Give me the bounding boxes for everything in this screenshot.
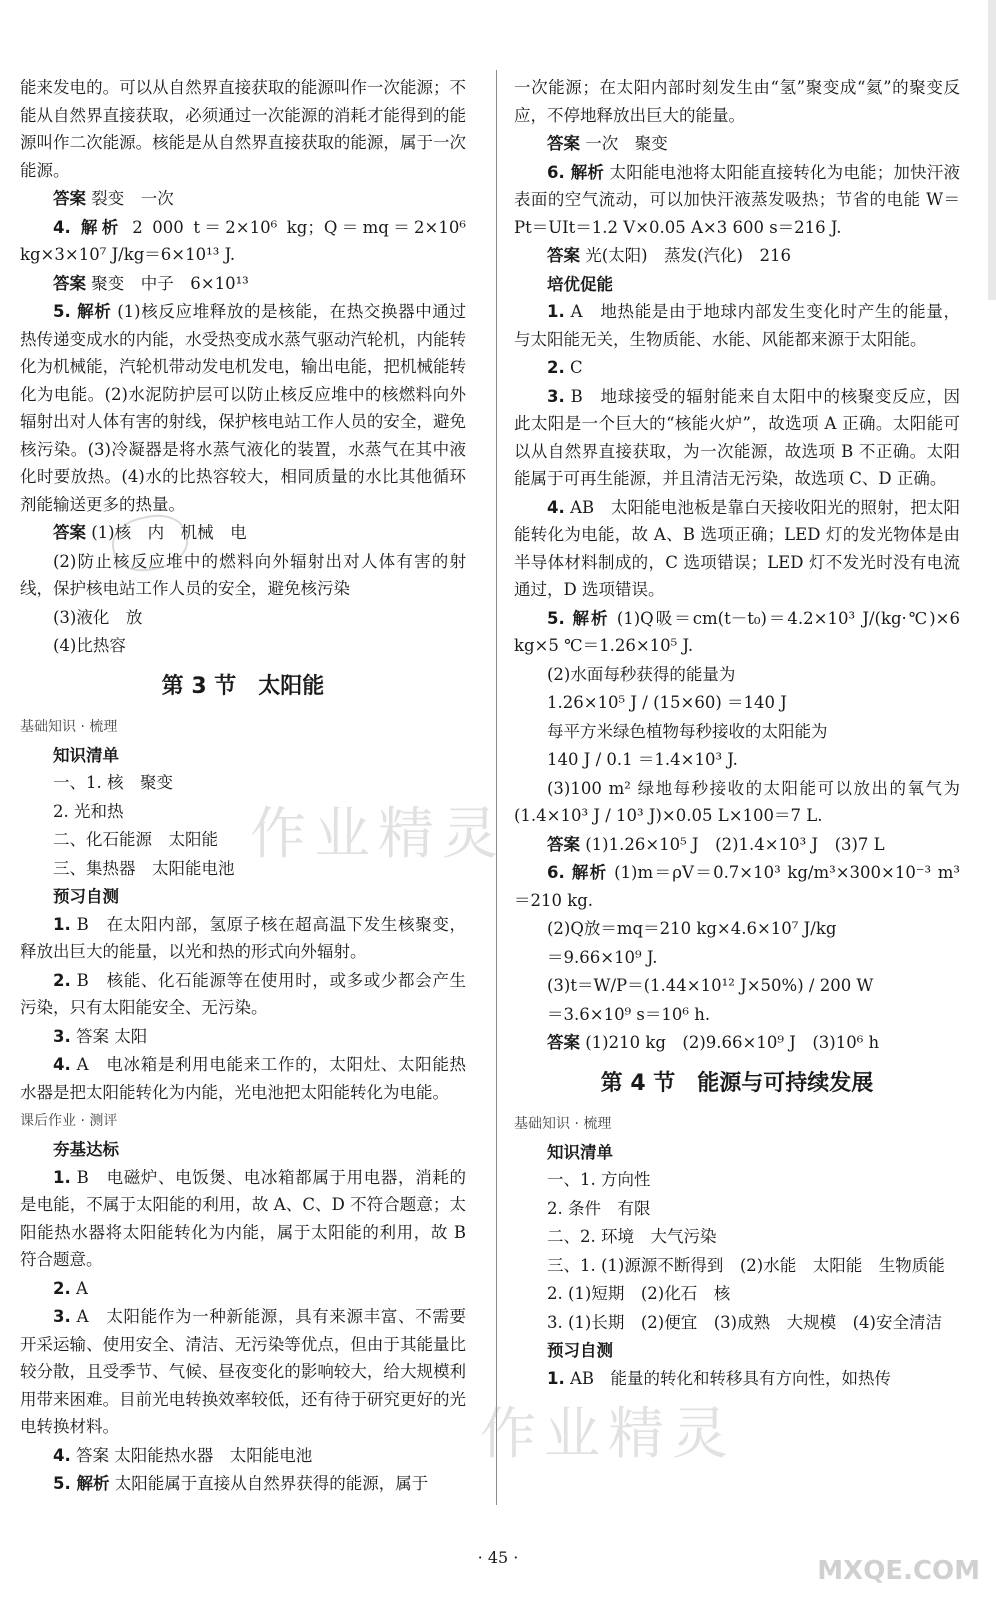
paragraph: ＝3.6×10⁹ s＝10⁶ h.	[547, 1004, 711, 1024]
question-item	[514, 1365, 960, 1393]
item-text: A	[76, 1278, 88, 1298]
paragraph: (3)t＝W/P＝(1.44×10¹² J×50%) / 200 W	[547, 976, 874, 995]
paragraph: 2. (1)短期 (2)化石 核	[547, 1284, 731, 1303]
item-text: AB 太阳能电池板是靠白天接收阳光的照射，把太阳能转化为电能，故 A、B 选项正确；LED 灯的发光物体是由半导体材料制成的，C 选项错误；LED 灯不发光时没有电流通过，D 选项错误。	[514, 497, 960, 599]
item-text: C	[570, 358, 583, 377]
answer-label: 答案	[53, 189, 86, 208]
item-text: A 地热能是由于地球内部发生变化时产生的能量，与太阳能无关，生物质能、水能、风能都来源于太阳能。	[514, 302, 960, 349]
item-label: 2.	[547, 358, 565, 377]
item-label: 6. 解析	[547, 162, 605, 182]
paragraph: 每平方米绿色植物每秒接收的太阳能为	[547, 721, 828, 741]
item-text: 一次 聚变	[585, 134, 668, 153]
paragraph: (2)防止核反应堆中的燃料向外辐射出对人体有害的射线，保护核电站工作人员的安全，避免核污染	[20, 551, 466, 598]
paragraph: 3. (1)长期 (2)便宜 (3)成熟 大规模 (4)安全清洁	[547, 1312, 942, 1332]
answer-label: 答案	[53, 273, 86, 293]
answer-label: 答案	[53, 523, 86, 542]
answer-label: 答案	[547, 834, 580, 854]
paragraph: (2)水面每秒获得的能量为	[547, 664, 736, 684]
right-column	[514, 74, 960, 1393]
item-text: (1)Q吸＝cm(t－t₀)＝4.2×10³ J/(kg·℃)×6 kg×5 ℃＝1.26×10⁵ J.	[514, 608, 961, 655]
item-label: 3.	[53, 1026, 71, 1046]
item-text: 光(太阳) 蒸发(汽化) 216	[585, 246, 791, 265]
question-item	[514, 383, 960, 493]
answer-label: 答案	[547, 134, 580, 153]
paragraph: (3)液化 放	[53, 607, 143, 627]
question-item	[20, 967, 466, 1022]
item-text: A 太阳能作为一种新能源，具有来源丰富、不需要开采运输、使用安全、清洁、无污染等优点，但由于其能量比较分散，且受季节、气候、昼夜变化的影响较大，给大规模利用带来困难。目前光电转换效率较低，还有待于研究更好的光电转换材料。	[20, 1307, 466, 1436]
item-text: 2 000 t＝2×10⁶ kg；Q＝mq＝2×10⁶ kg×3×10⁷ J/kg＝6×10¹³ J.	[20, 217, 466, 264]
question-item	[20, 1470, 466, 1498]
item-text: (1)核反应堆释放的是核能，在热交换器中通过热传递变成水的内能，水受热变成水蒸气驱动汽轮机，内能转化为机械能，汽轮机带动发电机发电，输出电能，把机械能转化为电能。(2)水泥防护层可以防止核反应堆中的核燃料向外辐射出对人体有害的射线，保护核电站工作人员的安全，避免核污染。(3)冷凝器是将水蒸气液化的装置，水蒸气在其中液化时要放热。(4)水的比热容较大，相同质量的水比其他循环剂能输送更多的热量。	[20, 302, 466, 514]
question-item	[514, 159, 960, 242]
paragraph: 三、1. (1)源源不断得到 (2)水能 太阳能 生物质能	[547, 1255, 945, 1275]
item-label: 1.	[53, 1167, 71, 1187]
paragraph: 一、1. 方向性	[547, 1170, 651, 1189]
item-text: 太阳能属于直接从自然界获得的能源，属于	[114, 1474, 429, 1493]
paragraph: 能来发电的。可以从自然界直接获取的能源叫作一次能源；不能从自然界直接获取，必须通过一次能源的消耗才能得到的能源叫作二次能源。核能是从自然界直接获取的能源，属于一次能源。	[20, 78, 466, 180]
item-text: B 核能、化石能源等在使用时，或多或少都会产生污染，只有太阳能安全、无污染。	[20, 970, 466, 1017]
left-column	[20, 74, 466, 1499]
answer-line	[20, 519, 466, 547]
question-item	[514, 354, 960, 382]
subheading: 培优促能	[547, 274, 613, 294]
item-label: 3.	[547, 386, 565, 406]
paragraph: ＝9.66×10⁹ J.	[547, 947, 658, 967]
subheading: 预习自测	[547, 1341, 613, 1360]
section-title: 第 3 节 太阳能	[161, 673, 325, 699]
paragraph: 二、2. 环境 大气污染	[547, 1227, 717, 1246]
item-label: 5. 解析	[547, 608, 610, 628]
paragraph: (3)100 m² 绿地每秒接收的太阳能可以放出的氧气为 (1.4×10³ J / 10³ J)×0.05 L×100＝7 L.	[514, 778, 960, 825]
question-item	[20, 911, 466, 966]
item-label: 1.	[547, 302, 565, 321]
question-item	[20, 1023, 466, 1051]
answer-line	[514, 1029, 960, 1057]
subheading: 知识清单	[53, 745, 119, 765]
paragraph: 1.26×10⁵ J / (15×60) ＝140 J	[547, 693, 787, 712]
item-label: 4.	[53, 1055, 71, 1074]
paragraph: 2. 光和热	[53, 801, 124, 821]
item-label: 4.	[547, 497, 565, 517]
item-label: 5. 解析	[53, 302, 112, 321]
item-label: 5. 解析	[53, 1474, 110, 1493]
question-item	[20, 1275, 466, 1303]
answer-line	[20, 270, 466, 298]
paragraph: 140 J / 0.1 ＝1.4×10³ J.	[547, 750, 738, 769]
question-item	[20, 1164, 466, 1274]
paragraph: 二、化石能源 太阳能	[53, 830, 218, 849]
subheading: 夯基达标	[53, 1140, 119, 1159]
item-text: (1)核 内 机械 电	[91, 523, 247, 542]
item-text: B 在太阳内部，氢原子核在超高温下发生核聚变，释放出巨大的能量，以光和热的形式向外辐射。	[20, 914, 466, 961]
answer-line	[514, 242, 960, 270]
item-text: AB 能量的转化和转移具有方向性，如热传	[570, 1368, 892, 1388]
question-item	[20, 1442, 466, 1470]
page-edge-shadow	[988, 0, 996, 300]
item-label: 6. 解析	[547, 863, 608, 882]
item-text: (1)1.26×10⁵ J (2)1.4×10³ J (3)7 L	[585, 834, 885, 854]
page-number: · 45 ·	[477, 1548, 519, 1567]
answer-label: 答案	[547, 1033, 580, 1052]
item-text: A 电冰箱是利用电能来工作的，太阳灶、太阳能热水器是把太阳能转化为内能，光电池把太阳能转化为电能。	[20, 1055, 466, 1102]
question-item	[20, 1051, 466, 1106]
item-label: 4. 解析	[53, 217, 123, 237]
watermark-logo: MXQE.COM	[817, 1556, 980, 1586]
paragraph: 三、集热器 太阳能电池	[53, 858, 235, 878]
section-tag: 基础知识 · 梳理	[514, 1115, 612, 1132]
subheading: 知识清单	[547, 1142, 613, 1162]
paragraph: (4)比热容	[53, 636, 126, 655]
item-label: 1.	[53, 914, 71, 934]
item-label: 2.	[53, 970, 71, 990]
watermark: 作业精灵	[480, 1402, 736, 1467]
item-text: B 地球接受的辐射能来自太阳中的核聚变反应，因此太阳是一个巨大的“核能火炉”，故选项 A 正确。太阳能可以从自然界直接获取，为一次能源，故选项 B 不正确。太阳能属于可再生能源，并且清洁无污染，故选项 C、D 正确。	[514, 386, 960, 488]
paragraph: (2)Q放＝mq＝210 kg×4.6×10⁷ J/kg	[547, 919, 837, 938]
paragraph: 2. 条件 有限	[547, 1198, 651, 1218]
answer-line	[20, 185, 466, 213]
question-item	[514, 859, 960, 914]
item-text: 裂变 一次	[91, 189, 174, 208]
item-text: (1)210 kg (2)9.66×10⁹ J (3)10⁶ h	[585, 1033, 880, 1052]
item-text: 答案 太阳能热水器 太阳能电池	[76, 1445, 313, 1465]
item-label: 1.	[547, 1368, 565, 1388]
question-item	[20, 298, 466, 518]
item-text: 太阳能电池将太阳能直接转化为电能；加快汗液表面的空气流动，可以加快汗液蒸发吸热；节省的电能 W＝Pt＝UIt＝1.2 V×0.05 A×3 600 s＝216 J.	[514, 162, 961, 237]
item-label: 2.	[53, 1278, 71, 1298]
answer-line	[514, 130, 960, 158]
watermark: 作业精灵	[250, 802, 506, 867]
question-item	[514, 605, 960, 660]
section-tag: 基础知识 · 梳理	[20, 718, 118, 735]
section-title: 第 4 节 能源与可持续发展	[600, 1070, 874, 1096]
paragraph: 一次能源；在太阳内部时刻发生由“氢”聚变成“氦”的聚变反应，不停地释放出巨大的能量。	[514, 78, 960, 125]
item-text: 聚变 中子 6×10¹³	[91, 273, 249, 293]
question-item	[514, 298, 960, 353]
item-text: B 电磁炉、电饭煲、电冰箱都属于用电器，消耗的是电能，不属于太阳能的利用，故 A、C、D 不符合题意；太阳能热水器将太阳能转化为内能，属于太阳能的利用，故 B 符合题意。	[20, 1167, 466, 1269]
subheading: 预习自测	[53, 887, 119, 906]
answer-label: 答案	[547, 246, 580, 265]
item-text: (1)m＝ρV＝0.7×10³ kg/m³×300×10⁻³ m³＝210 kg.	[514, 863, 961, 910]
question-item	[514, 494, 960, 604]
question-item	[20, 214, 466, 269]
paragraph: 一、1. 核 聚变	[53, 773, 173, 792]
question-item	[20, 1303, 466, 1441]
item-label: 4.	[53, 1445, 71, 1465]
section-tag: 课后作业 · 测评	[20, 1113, 118, 1129]
item-label: 3.	[53, 1307, 71, 1326]
column-divider	[496, 70, 497, 1505]
item-text: 答案 太阳	[76, 1026, 148, 1046]
answer-line	[514, 831, 960, 859]
